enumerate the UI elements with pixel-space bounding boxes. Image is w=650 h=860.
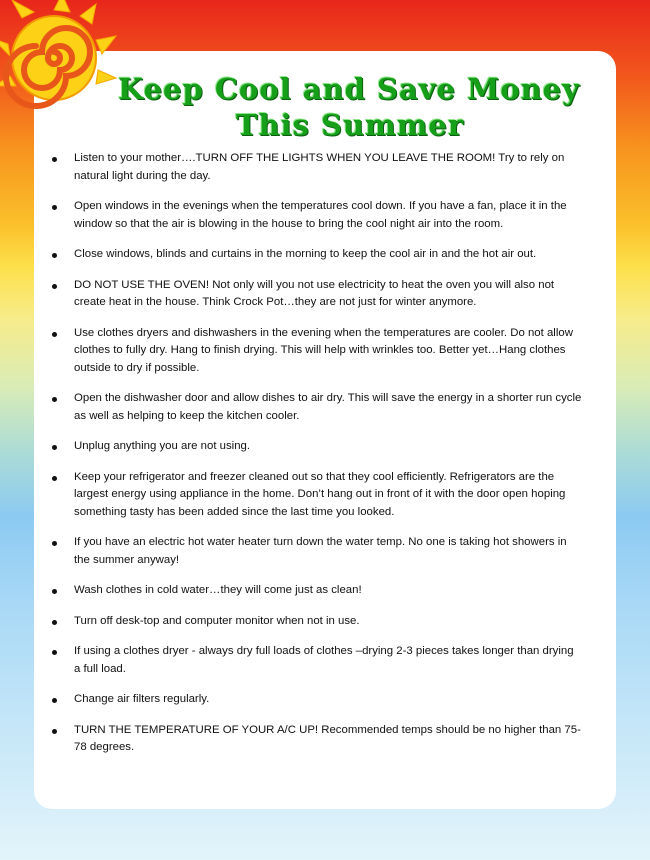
bullet-icon (52, 157, 57, 162)
tip-text: Close windows, blinds and curtains in the morning to keep the cool air in and the hot air out. (74, 248, 537, 260)
bullet-icon (52, 205, 57, 210)
list-item (52, 643, 582, 678)
bullet-icon (52, 729, 57, 734)
list-item (52, 582, 582, 600)
bullet-icon (52, 650, 57, 655)
tip-text: Turn off desk-top and computer monitor when not in use. (74, 614, 360, 627)
page-title-line-2: This Summer (235, 108, 465, 142)
tip-text: DO NOT USE THE OVEN! Not only will you not use electricity to heat the oven you will also not create heat in the house. Think Crock Pot…they are not just for winter anymore. (74, 278, 555, 308)
list-item (52, 691, 582, 709)
tip-text: Change air filters regularly. (74, 693, 210, 705)
list-item (52, 198, 582, 233)
tip-text: Listen to your mother….TURN OFF THE LIGHTS WHEN YOU LEAVE THE ROOM! Try to rely on natural light during the day. (74, 152, 565, 182)
list-item (52, 438, 582, 456)
list-item (52, 722, 582, 757)
bullet-icon (52, 253, 57, 258)
tip-text: If using a clothes dryer - always dry full loads of clothes –drying 2-3 pieces takes longer than drying a full load. (74, 645, 574, 675)
tips-list (52, 150, 582, 757)
page-title-line-1: Keep Cool and Save Money (118, 72, 580, 106)
tip-text: TURN THE TEMPERATURE OF YOUR A/C UP! Recommended temps should be no higher than 75-78 degrees. (74, 723, 581, 753)
bullet-icon (52, 541, 57, 546)
bullet-icon (52, 332, 57, 337)
bullet-icon (52, 589, 57, 594)
list-item (52, 390, 582, 425)
bullet-icon (52, 284, 57, 289)
tip-text: If you have an electric hot water heater turn down the water temp. No one is taking hot showers in the summer anyway! (74, 536, 567, 566)
bullet-icon (52, 620, 57, 625)
tip-text: Wash clothes in cold water…they will come just as clean! (74, 584, 362, 596)
tip-text: Unplug anything you are not using. (74, 440, 251, 452)
bullet-icon (52, 397, 57, 402)
list-item (52, 534, 582, 569)
bullet-icon (52, 698, 57, 703)
list-item (52, 150, 582, 185)
tip-text: Use clothes dryers and dishwashers in the evening when the temperatures are cooler. Do not allow clothes to fully dry. Hang to finish drying. This will help with wrinkles too. Better yet…Hang clothes outside to dry if possible. (74, 326, 573, 374)
list-item (52, 613, 582, 631)
tip-text: Open windows in the evenings when the temperatures cool down. If you have a fan, place it in the window so that the air is blowing in the house to bring the cool night air into the room. (74, 200, 567, 230)
list-item (52, 469, 582, 522)
list-item (52, 277, 582, 312)
tip-text: Open the dishwasher door and allow dishes to air dry. This will save the energy in a shorter run cycle as well as helping to keep the kitchen cooler. (74, 392, 582, 422)
tip-text: Keep your refrigerator and freezer cleaned out so that they cool efficiently. Refrigerators are the largest energy using appliance in the home. Don’t hang out in front of it with the door open hoping something tasty has been added since the last time you looked. (74, 470, 566, 518)
bullet-icon (52, 476, 57, 481)
list-item (52, 325, 582, 378)
bullet-icon (52, 445, 57, 450)
list-item (52, 246, 582, 264)
